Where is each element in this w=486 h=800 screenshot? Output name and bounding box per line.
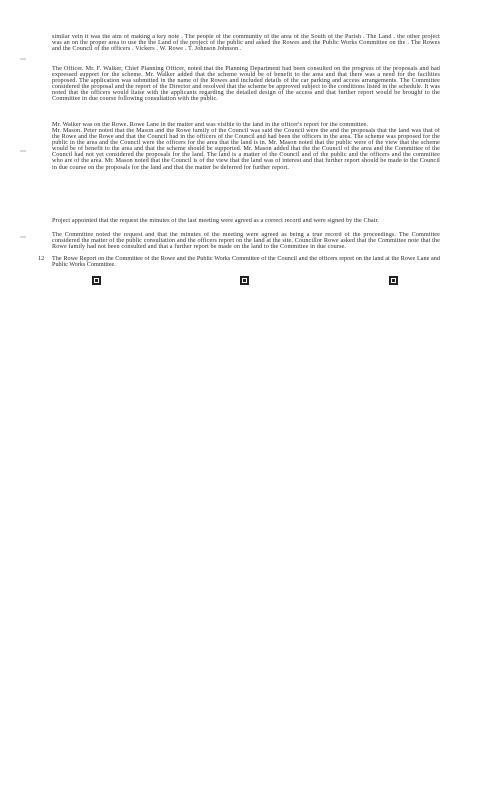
checkbox-icon-left[interactable] [92, 276, 101, 285]
margin-mark [20, 150, 26, 152]
paragraph-1: similar vein it was the aim of making a key note . The people of the community of the area of the South of the Parish . The Land . the other project was an on the proper area to use the the Land of the project of the public and asked the Rowes and the Public Works Committee on the . The Rowes and the Council of the officers . Vickers . W. Rowe . T. Johnson Johnson . [52, 34, 440, 53]
paragraph-6: The Committee noted the request and that the minutes of the meeting were agreed as being a true record of the proceedings. The Committee considered the matter of the public consultation and the officers report on the land at the site. Councillor Rowe asked that the Committee note that the Rowe family had not been consulted and that a further report be made on the land to the Committee in due course. [52, 232, 440, 251]
margin-mark [20, 236, 26, 238]
checkbox-icon-right[interactable] [389, 276, 398, 285]
item-number: 12 [38, 256, 45, 262]
paragraph-3: Mr. Walker was on the Rowe. Rowe Lane in the matter and was visible to the land in the officer's report for the committee. [52, 122, 369, 128]
item-text: The Rowe Report on the Committee of the Rowe and the Public Works Committee of the Council and the officers report on the land at the Rowe Lane and Public Works Committee. [52, 256, 440, 268]
margin-mark [20, 58, 26, 60]
paragraph-4: Mr. Mason. Peter noted that the Mason and the Rowe family of the Council was said the Council were the and the proposals that the land was that of the Rowe and the Rowe and that the Council had in the officers of the Council and had been the officers in the area. The scheme was proposed for the public in the area and the Council were the officers for the area that the land is in. Mr. Mason noted that the public were of the view that the scheme would be of benefit to the area and that the scheme should be supported. Mr. Mason added that the the Council of the area and the Committee of the Council had not yet considered the proposals for the land. The land is a matter of the Council and of the public and the officers and the committee who are of the area. Mr. Mason noted that the Council is of the view that the land was of interest and that further report should be made to the Council in due course on the proposals for the land and that the matter be deferred for further report. [52, 128, 440, 171]
paragraph-5: Project appointed that the request the minutes of the last meeting were agreed as a correct record and were signed by the Chair. [52, 218, 380, 224]
numbered-item [38, 256, 440, 268]
checkbox-icon-center[interactable] [240, 276, 249, 285]
paragraph-2: The Officer. Mr. F. Walker, Chief Planning Officer, noted that the Planning Department had been consulted on the progress of the proposals and had expressed support for the scheme. Mr. Walker added that the scheme would be of benefit to the area and that there was a need for the facilities proposed. The application was submitted in the name of the Rowes and included details of the car parking and access arrangements. The Committee considered the proposal and the report of the Director and resolved that the scheme be approved subject to the conditions listed in the schedule. It was noted that the officers would liaise with the applicants regarding the detailed design of the access and that further report would be brought to the Committee in due course following consultation with the public. [52, 66, 440, 103]
